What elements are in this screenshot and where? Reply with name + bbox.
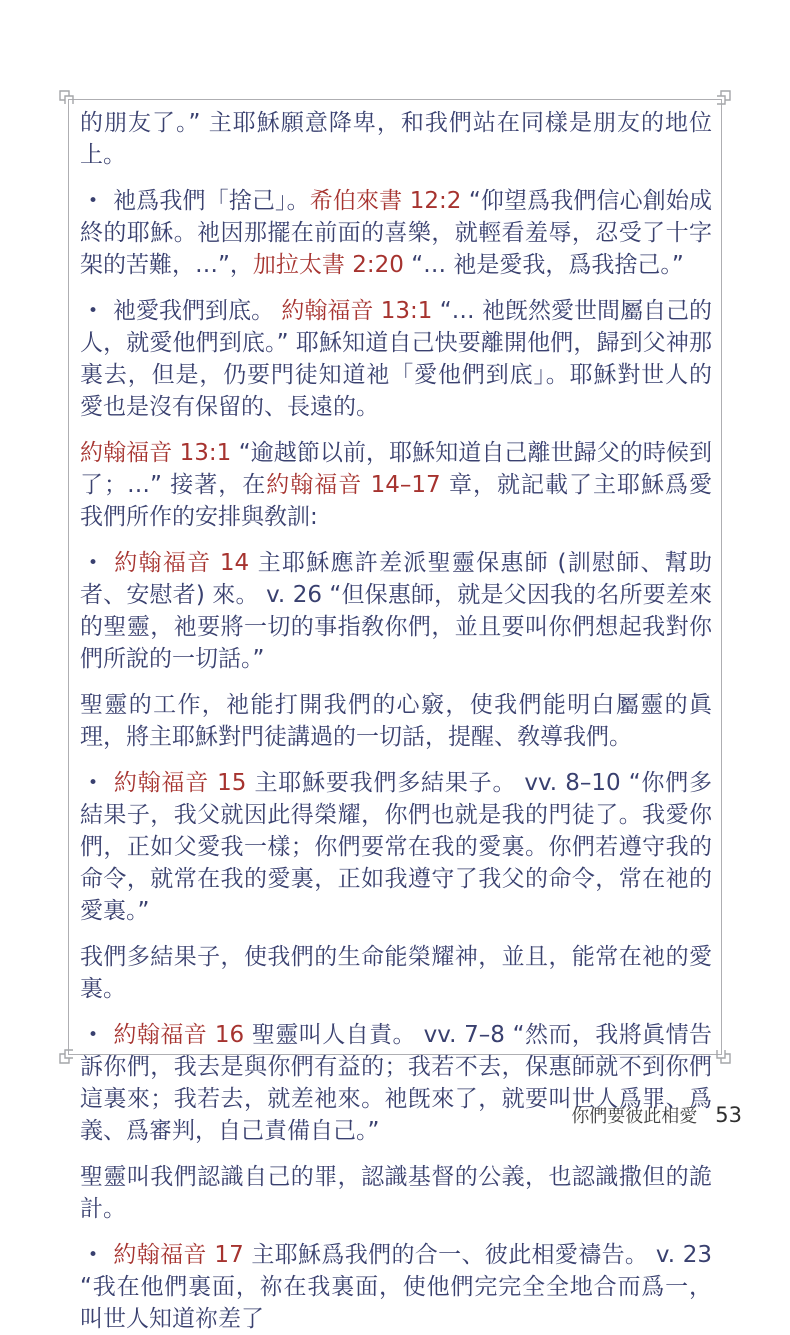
page-content — [80, 107, 712, 1335]
bullet-paragraph — [80, 547, 712, 675]
page-footer — [571, 1102, 742, 1128]
bullet-icon: • — [88, 301, 99, 321]
scripture-ref: 約翰福音 13:1 — [281, 298, 433, 324]
corner-ornament-icon — [714, 87, 734, 107]
corner-ornament-icon — [714, 1047, 734, 1067]
scripture-ref: 約翰福音 14–17 — [266, 472, 441, 498]
bullet-paragraph — [80, 185, 712, 281]
corner-ornament-icon — [56, 87, 76, 107]
scripture-ref: 約翰福音 17 — [113, 1242, 244, 1268]
text-segment: 聖靈的工作，祂能打開我們的心竅，使我們能明白屬靈的眞理，將主耶穌對門徒講過的一切話，提醒、敎導我們。 — [80, 692, 712, 750]
text-segment: 祂爲我們「捨己」。 — [113, 188, 310, 214]
text-segment: 的朋友了。” 主耶穌願意降卑，和我們站在同樣是朋友的地位上。 — [80, 110, 712, 168]
text-segment: 主耶穌爲我們的合一、彼此相愛禱告。 v. 23 “我在他們裏面，祢在我裏面，使他們完完全全地合而爲一，叫世人知道祢差了 — [80, 1242, 712, 1332]
scripture-ref: 加拉太書 2:20 — [252, 252, 404, 278]
paragraph — [80, 689, 712, 753]
bullet-icon: • — [88, 191, 99, 211]
page-number: 53 — [715, 1103, 742, 1127]
paragraph — [80, 941, 712, 1005]
text-segment: “… 祂旣然愛世間屬自己的人，就愛他們到底。” 耶穌知道自己快要離開他們，歸到父神那裏去，但是，仍要門徒知道祂「愛他們到底」。耶穌對世人的愛也是沒有保留的、長遠的。 — [80, 298, 713, 420]
bullet-icon: • — [88, 773, 99, 793]
paragraph — [80, 437, 712, 533]
scripture-ref: 約翰福音 14 — [113, 550, 250, 576]
paragraph — [80, 107, 712, 171]
text-segment: 主耶穌應許差派聖靈保惠師 (訓慰師、幫助者、安慰者) 來。 v. 26 “但保惠師，就是父因我的名所要差來的聖靈，祂要將一切的事指敎你們，並且要叫你們想起我對你們所說的一切話。” — [80, 550, 712, 672]
bullet-paragraph — [80, 767, 712, 927]
text-segment: 主耶穌要我們多結果子。 vv. 8–10 “你們多結果子，我父就因此得榮耀，你們也就是我的門徒了。我愛你們，正如父愛我一樣；你們要常在我的愛裏。你們若遵守我的命令，就常在我的愛裏，正如我遵守了我父的命令，常在祂的愛裏。” — [80, 770, 713, 924]
bullet-paragraph — [80, 295, 712, 423]
scripture-ref: 約翰福音 16 — [113, 1022, 245, 1048]
text-segment: 祂愛我們到底。 — [113, 298, 282, 324]
text-segment: “逾越節以前，耶穌知道自己離世歸父的時候到了；…” 接著，在 — [80, 440, 712, 498]
text-segment: “仰望爲我們信心創始成終的耶穌。祂因那擺在前面的喜樂，就輕看羞辱，忍受了十字架的苦難，…”， — [80, 188, 712, 278]
running-title: 你們要彼此相愛 — [571, 1106, 698, 1127]
bullet-paragraph — [80, 1239, 712, 1335]
text-segment: 聖靈叫我們認識自己的罪，認識基督的公義，也認識撒但的詭計。 — [80, 1164, 712, 1222]
text-segment: 章，就記載了主耶穌爲愛我們所作的安排與敎訓: — [80, 472, 712, 530]
bullet-icon: • — [88, 1245, 99, 1265]
scripture-ref: 約翰福音 13:1 — [80, 440, 232, 466]
paragraph — [80, 1161, 712, 1225]
corner-ornament-icon — [56, 1047, 76, 1067]
scripture-ref: 希伯來書 12:2 — [309, 188, 462, 214]
text-segment: “… 祂是愛我，爲我捨己。” — [403, 252, 684, 278]
text-segment: 聖靈叫人自責。 vv. 7–8 “然而，我將眞情告訴你們，我去是與你們有益的；我若不去，保惠師就不到你們這裏來；我若去，就差祂來。祂旣來了，就要叫世人爲罪、爲義、爲審判，自己責備自己。” — [80, 1022, 712, 1144]
text-segment: 我們多結果子，使我們的生命能榮耀神，並且，能常在祂的愛裏。 — [80, 944, 712, 1002]
bullet-icon: • — [88, 553, 99, 573]
scripture-ref: 約翰福音 15 — [113, 770, 247, 796]
bullet-icon: • — [88, 1025, 99, 1045]
